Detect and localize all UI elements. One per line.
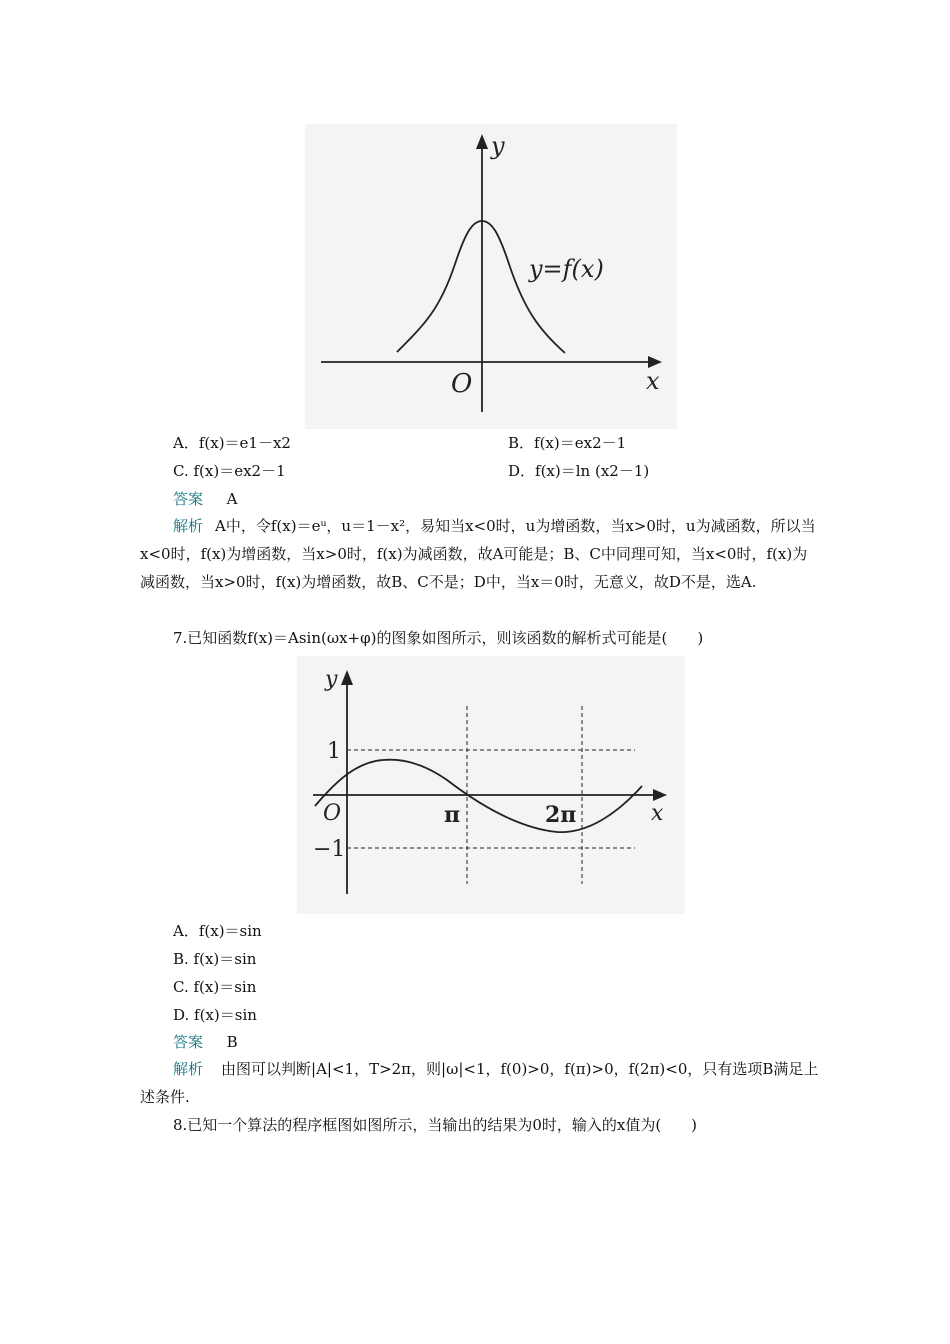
q6-answer-value: A bbox=[226, 490, 238, 508]
q6-option-c: C. f(x)＝ex2－1 bbox=[173, 462, 286, 480]
fig2-tick-1: 1 bbox=[327, 739, 341, 764]
q7-answer-label: 答案 bbox=[173, 1033, 204, 1051]
bell-curve-graph bbox=[305, 124, 677, 429]
fig2-origin-label: O bbox=[323, 801, 342, 826]
q6-analysis-text: A中，令f(x)＝eᵘ，u＝1－x²，易知当x<0时，u为增函数，当x>0时，u为减函数，所以当x<0时，f(x)为增函数，当x>0时，f(x)为减函数，故A可能是；B、C中同理可知，当x<0时，f(x)为减函数，当x>0时，f(x)为增函数，故B、C不是；D中，当x＝0时，无意义，故D不是，选A. bbox=[140, 517, 816, 591]
q7-answer-value: B bbox=[226, 1033, 238, 1051]
fig1-origin-label: O bbox=[451, 369, 473, 399]
q7-option-c: C. f(x)＝sin bbox=[173, 978, 257, 996]
y-axis-arrow-icon bbox=[341, 670, 353, 685]
fig1-curve-label: y=f(x) bbox=[529, 255, 604, 283]
sine-curve-graph bbox=[297, 656, 685, 914]
fig2-tick-neg1: −1 bbox=[313, 837, 346, 862]
q7-analysis-label: 解析 bbox=[173, 1060, 204, 1078]
q7-analysis-text: 由图可以判断|A|<1，T>2π，则|ω|<1，f(0)>0，f(π)>0，f(2π)<0，只有选项B满足上述条件. bbox=[140, 1060, 819, 1106]
q7-option-d: D. f(x)＝sin bbox=[173, 1006, 257, 1024]
q7-option-b: B. f(x)＝sin bbox=[173, 950, 257, 968]
q6-answer-label: 答案 bbox=[173, 490, 204, 508]
sine-curve bbox=[315, 760, 642, 832]
q6-answer bbox=[173, 489, 237, 509]
figure-bell-curve bbox=[305, 124, 677, 429]
figure-sine-curve bbox=[297, 656, 685, 914]
fig1-x-label: x bbox=[646, 367, 660, 395]
q8-stem: 8.已知一个算法的程序框图如图所示，当输出的结果为0时，输入的x值为( ) bbox=[173, 1116, 698, 1134]
q7-option-a: A．f(x)＝sin bbox=[173, 922, 262, 940]
fig1-y-label: y bbox=[491, 132, 505, 160]
fig2-tick-2pi: 2π bbox=[545, 802, 577, 828]
q7-analysis bbox=[140, 1055, 820, 1111]
fig2-y-label: y bbox=[325, 667, 338, 692]
q7-answer bbox=[173, 1032, 238, 1052]
q6-option-a: A．f(x)＝e1－x2 bbox=[173, 434, 291, 452]
fig2-tick-pi: π bbox=[444, 802, 461, 828]
q6-option-b: B．f(x)＝ex2－1 bbox=[508, 434, 627, 452]
q6-option-d: D．f(x)＝ln (x2－1) bbox=[508, 462, 650, 480]
x-axis-arrow-icon bbox=[653, 789, 667, 801]
q6-analysis bbox=[140, 512, 820, 596]
q7-stem: 7.已知函数f(x)＝Asin(ωx+φ)的图象如图所示，则该函数的解析式可能是( ) bbox=[173, 629, 704, 647]
q6-analysis-label: 解析 bbox=[173, 517, 204, 535]
fig2-x-label: x bbox=[651, 801, 664, 826]
bell-curve bbox=[397, 221, 565, 353]
y-axis-arrow-icon bbox=[476, 134, 488, 149]
